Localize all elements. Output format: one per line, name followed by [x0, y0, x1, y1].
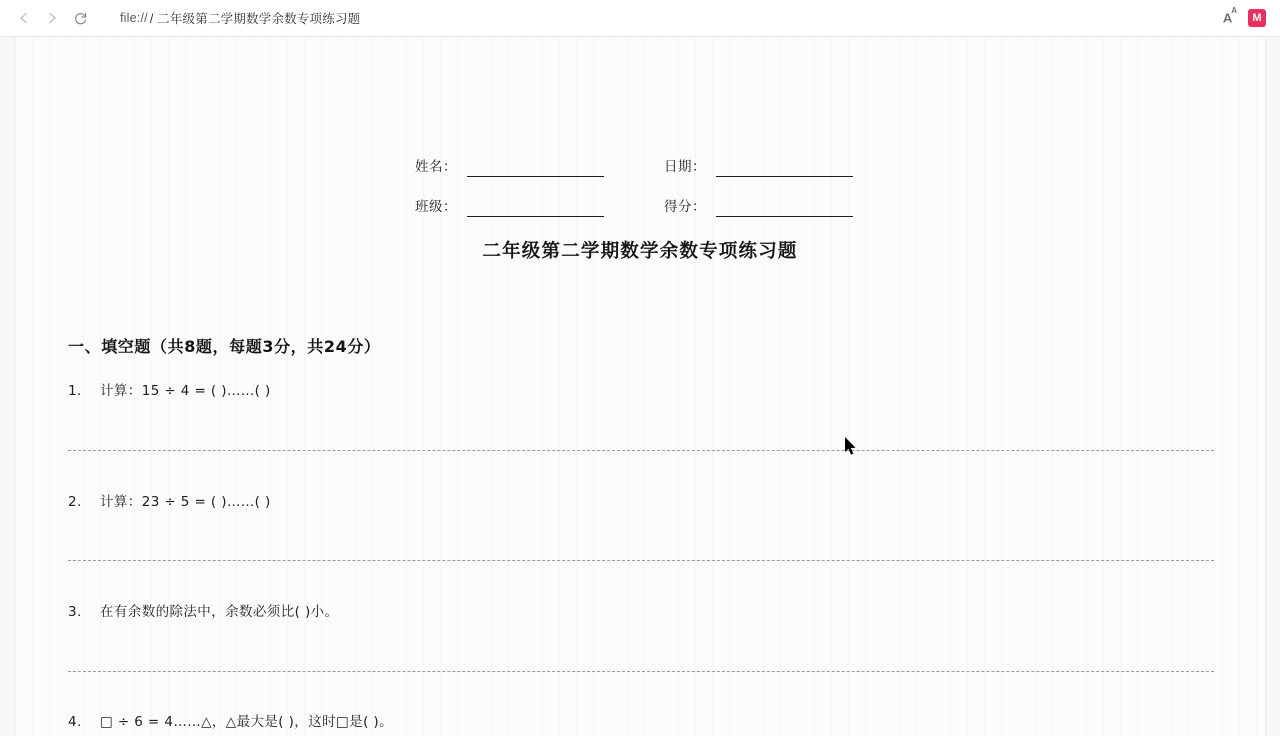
question-item-1 — [68, 379, 1214, 399]
question-number: 2. — [68, 494, 82, 510]
browser-toolbar — [0, 0, 1280, 37]
class-blank-line[interactable] — [467, 201, 604, 217]
extension-button[interactable] — [1248, 9, 1266, 27]
question-text: □ ÷ 6 = 4……△，△最大是( )，这时□是( )。 — [100, 714, 393, 730]
header-row-2 — [415, 177, 885, 217]
question-number: 4. — [68, 714, 82, 730]
toolbar-right-group — [1222, 6, 1270, 27]
score-blank-line[interactable] — [716, 201, 853, 217]
question-text: 在有余数的除法中，余数必须比( )小。 — [100, 604, 339, 620]
class-label: 班级： — [415, 199, 457, 215]
address-bar[interactable] — [102, 5, 1215, 31]
date-label: 日期： — [664, 159, 706, 175]
url-path: / 二年级第二学期数学余数专项练习题 — [149, 12, 361, 26]
font-size-button[interactable] — [1222, 6, 1238, 26]
question-text: 计算：15 ÷ 4 = ( )……( ) — [100, 383, 271, 399]
chevron-right-icon — [45, 11, 59, 25]
extension-label: M — [1252, 12, 1262, 24]
question-separator — [68, 671, 1214, 672]
page-viewport — [0, 37, 1280, 736]
question-separator — [68, 560, 1214, 561]
back-button[interactable] — [10, 4, 38, 32]
reload-button[interactable] — [66, 4, 94, 32]
chevron-left-icon — [17, 11, 31, 25]
worksheet-document — [0, 37, 1280, 736]
name-blank-line[interactable] — [467, 161, 604, 177]
question-item-2 — [68, 490, 1214, 510]
question-text: 计算：23 ÷ 5 = ( )……( ) — [100, 494, 271, 510]
forward-button[interactable] — [38, 4, 66, 32]
reload-icon — [73, 11, 88, 26]
font-size-sup: A — [1231, 6, 1237, 16]
header-row-1 — [415, 137, 885, 177]
question-item-3 — [68, 600, 1214, 620]
page-title: 二年级第二学期数学余数专项练习题 — [482, 241, 798, 262]
score-label: 得分： — [664, 199, 706, 215]
question-number: 1. — [68, 383, 82, 399]
section-heading: 一、填空题（共8题，每题3分，共24分） — [68, 337, 381, 356]
question-item-4 — [68, 710, 1214, 730]
question-separator — [68, 450, 1214, 451]
name-label: 姓名： — [415, 159, 457, 175]
font-size-label: A — [1222, 10, 1233, 26]
date-blank-line[interactable] — [716, 161, 853, 177]
question-number: 3. — [68, 604, 82, 620]
url-scheme: file:// — [120, 11, 148, 25]
worksheet-header-fields — [415, 137, 885, 217]
